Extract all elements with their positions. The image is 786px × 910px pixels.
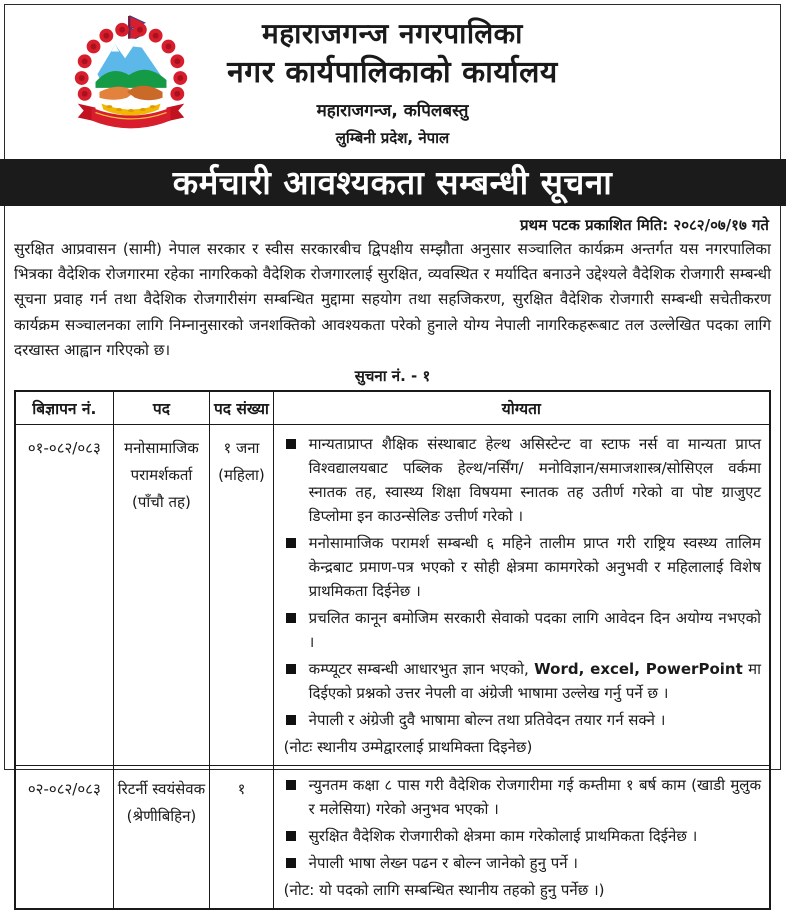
square-bullet-icon — [286, 780, 296, 790]
published-date: प्रथम पटक प्रकाशित मिति: २०८२/०७/१७ गते — [519, 216, 769, 234]
square-bullet-icon — [286, 538, 296, 548]
qualification-item: मनोसामाजिक परामर्श सम्बन्धी ६ महिने तालीम प्राप्त गरी राष्ट्रिय स्वस्थ्य तालिम केन्द्रबाट प्रमाण-पत्र भएको र सोही क्षेत्रमा कामगरेको अनुभवी र महिलालाई विशेष प्राथमिकता दिईनेछ । — [284, 531, 761, 603]
notice-title: कर्मचारी आवश्यकता सम्बन्धी सूचना — [172, 163, 613, 202]
advert-no-cell: ०२-०८२/०८३ — [15, 766, 113, 910]
qualification-cell — [273, 766, 770, 910]
qualification-item: न्युनतम कक्षा ८ पास गरी वैदेशिक रोजगारीमा गई कम्तीमा १ बर्ष काम (खाडी मुलुक र मलेसिया) गरेको अनुभव भएको । — [284, 773, 761, 821]
qualification-note: (नोटः स्थानीय उम्मेद्वारलाई प्राथमिक्ता दिइनेछ) — [283, 738, 533, 757]
office-name: नगर कार्यपालिकाको कार्यालय — [227, 54, 558, 90]
header-count: पद संख्या — [210, 391, 273, 425]
qualification-item: सुरक्षित वैदेशिक रोजगारीको क्षेत्रमा काम गरेकोलाई प्राथमिकता दिईनेछ । — [284, 824, 761, 848]
count-cell: १ जना (महिला) — [210, 425, 273, 766]
position-cell: मनोसामाजिक परामर्शकर्ता (पाँचौ तह) — [113, 425, 210, 766]
vacancy-table — [14, 390, 771, 910]
qualification-item: कम्प्यूटर सम्बन्धी आधारभुत ज्ञान भएको, Word, excel, PowerPoint मा दिईएको प्रश्नको उत्तर नेपली वा अंग्रेजी भाषामा उल्लेख गर्नु पर्ने छ । — [284, 657, 761, 705]
notice-title-banner — [0, 159, 786, 206]
qualification-list — [284, 773, 761, 875]
document-border — [4, 4, 781, 900]
header-position: पद — [113, 391, 210, 425]
notice-body — [5, 206, 780, 910]
notice-number: सुचना नं. - १ — [354, 367, 431, 386]
nepal-emblem-logo — [67, 13, 195, 151]
intro-paragraph: सुरक्षित आप्रवासन (सामी) नेपाल सरकार र स्वीस सरकारबीच द्विपक्षीय सम्झौता अनुसार सञ्चालित कार्यक्रम अन्तर्गत यस नगरपालिका भित्रका वैदेशिक रोजगारमा रहेका नागरिकको वैदेशिक रोजगारलाई सुरक्षित, व्यवस्थित र मर्यादित बनाउने उद्देश्यले वैदेशिक रोजगारी सम्बन्धी सूचना प्रवाह गर्न तथा वैदेशिक रोजगारीसंग सम्बन्धित मुद्दामा सहयोग तथा सहजिकरण, सुरक्षित वैदेशिक रोजगारी सम्बन्धी सचेतीकरण कार्यक्रम सञ्चालनका लागि निम्नानुसारको जनशक्तिको आवश्यकता परेको हुनाले योग्य नेपाली नागरिकहरूबाट तल उल्लेखित पदका लागि दरखास्त आह्वान गरिएको छ। — [14, 240, 771, 359]
qualification-note: (नोट: यो पदको लागि सम्बन्धित स्थानीय तहको हुनु पर्नेछ ।) — [283, 881, 605, 900]
letterhead — [5, 5, 780, 153]
square-bullet-icon — [286, 439, 296, 449]
square-bullet-icon — [286, 715, 296, 725]
table-row — [15, 766, 770, 910]
qualification-cell — [273, 425, 770, 766]
qualification-list — [284, 432, 761, 732]
advert-no-cell: ०१-०८२/०८३ — [15, 425, 113, 766]
count-cell: १ — [210, 766, 273, 910]
table-header-row — [15, 391, 770, 425]
address-province: लुम्बिनी प्रदेश, नेपाल — [335, 128, 450, 147]
square-bullet-icon — [286, 664, 296, 674]
table-row — [15, 425, 770, 766]
qualification-item: मान्यताप्राप्त शैक्षिक संस्थाबाट हेल्थ असिस्टेन्ट वा स्टाफ नर्स वा मान्यता प्राप्त विश्वद्यालयबाट पब्लिक हेल्थ/नर्सिंग/ मनोविज्ञान/समाजशास्त्र/सोसिएल वर्कमा स्नातक तह, स्वास्थ्य शिक्षा विषयमा स्नातक तह उतीर्ण गरेको वा पोष्ट ग्राजुएट डिप्लोमा इन काउन्सेलिङ उत्तीर्ण गरेको । — [284, 432, 761, 528]
header-qualification: योग्यता — [273, 391, 770, 425]
square-bullet-icon — [286, 858, 296, 868]
address-district: महाराजगन्ज, कपिलबस्तु — [316, 100, 469, 121]
qualification-item: नेपाली भाषा लेख्न पढन र बोल्न जानेको हुनु पर्ने । — [284, 851, 761, 875]
position-cell: रिटर्नी स्वयंसेवक (श्रेणीबिहिन) — [113, 766, 210, 910]
municipality-name: महाराजगन्ज नगरपालिका — [262, 17, 523, 50]
header-advert-no: बिज्ञापन नं. — [15, 391, 113, 425]
square-bullet-icon — [286, 831, 296, 841]
qualification-item: नेपाली र अंग्रेजी दुवै भाषामा बोल्न तथा प्रतिवेदन तयार गर्न सक्ने । — [284, 708, 761, 732]
qualification-item: प्रचलित कानून बमोजिम सरकारी सेवाको पदका लागि आवेदन दिन अयोग्य नभएको । — [284, 606, 761, 654]
square-bullet-icon — [286, 613, 296, 623]
